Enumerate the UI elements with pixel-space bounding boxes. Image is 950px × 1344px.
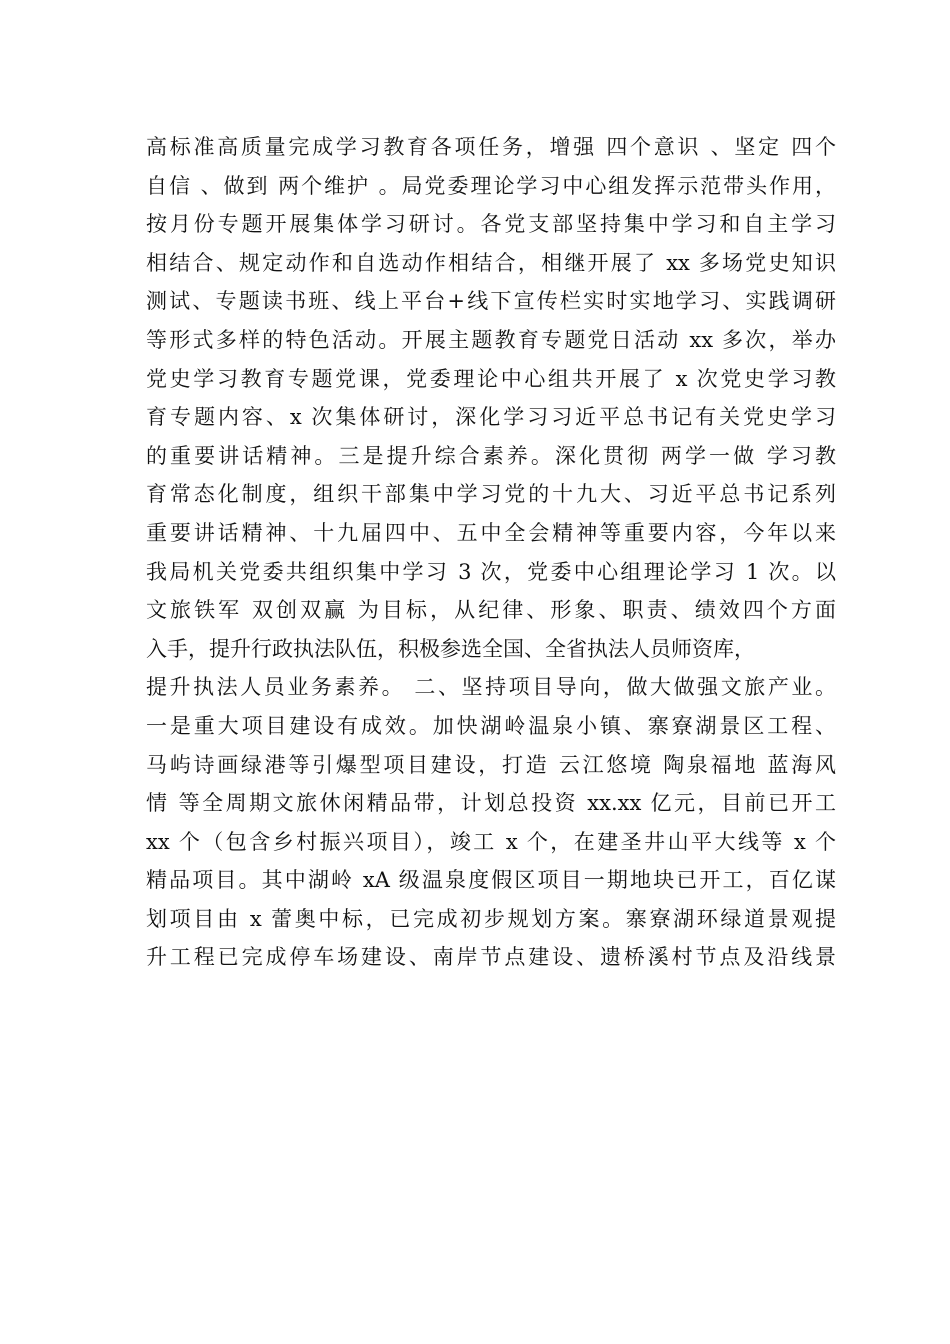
- text-line: 一是重大项目建设有成效。加快湖岭温泉小镇、寨寮湖景区工程、: [146, 713, 836, 738]
- text-line: 重要讲话精神、十九届四中、五中全会精神等重要内容，今年以来: [146, 520, 836, 545]
- text-line: 育常态化制度，组织干部集中学习党的十九大、习近平总书记系列: [146, 482, 836, 507]
- text-line: 情 等全周期文旅休闲精品带，计划总投资 xx.xx 亿元，目前已开工: [146, 791, 836, 816]
- text-line: 提升执法人员业务素养。 二、坚持项目导向，做大做强文旅产业。: [146, 675, 836, 700]
- text-line: 我局机关党委共组织集中学习 3 次，党委中心组理论学习 1 次。以: [146, 559, 836, 584]
- text-line: 划项目由 x 蕾奥中标，已完成初步规划方案。寨寮湖环绿道景观提: [146, 906, 836, 931]
- text-line: 党史学习教育专题党课，党委理论中心组共开展了 x 次党史学习教: [146, 366, 836, 391]
- text-line: 相结合、规定动作和自选动作相结合，相继开展了 xx 多场党史知识: [146, 250, 836, 275]
- text-line: 的重要讲话精神。三是提升综合素养。深化贯彻 两学一做 学习教: [146, 443, 836, 468]
- text-line: 精品项目。其中湖岭 xA 级温泉度假区项目一期地块已开工，百亿谋: [146, 868, 836, 893]
- text-line: 按月份专题开展集体学习研讨。各党支部坚持集中学习和自主学习: [146, 212, 836, 237]
- text-line: 入手，提升行政执法队伍，积极参选全国、全省执法人员师资库，: [146, 636, 755, 661]
- document-body: [146, 128, 836, 977]
- text-line: 育专题内容、x 次集体研讨，深化学习习近平总书记有关党史学习: [146, 405, 836, 430]
- text-line: 马屿诗画绿港等引爆型项目建设，打造 云江悠境 陶泉福地 蓝海风: [146, 752, 836, 777]
- text-line: 升工程已完成停车场建设、南岸节点建设、遗桥溪村节点及沿线景: [146, 945, 836, 970]
- text-line: 等形式多样的特色活动。开展主题教育专题党日活动 xx 多次，举办: [146, 327, 836, 352]
- text-line: xx 个（包含乡村振兴项目），竣工 x 个，在建圣井山平大线等 x 个: [146, 829, 836, 854]
- text-line: 自信 、做到 两个维护 。局党委理论学习中心组发挥示范带头作用，: [146, 173, 836, 198]
- text-line: 高标准高质量完成学习教育各项任务，增强 四个意识 、坚定 四个: [146, 135, 836, 159]
- text-line: 测试、专题读书班、线上平台+线下宣传栏实时实地学习、实践调研: [146, 289, 836, 314]
- text-line: 文旅铁军 双创双赢 为目标，从纪律、形象、职责、绩效四个方面: [146, 598, 836, 623]
